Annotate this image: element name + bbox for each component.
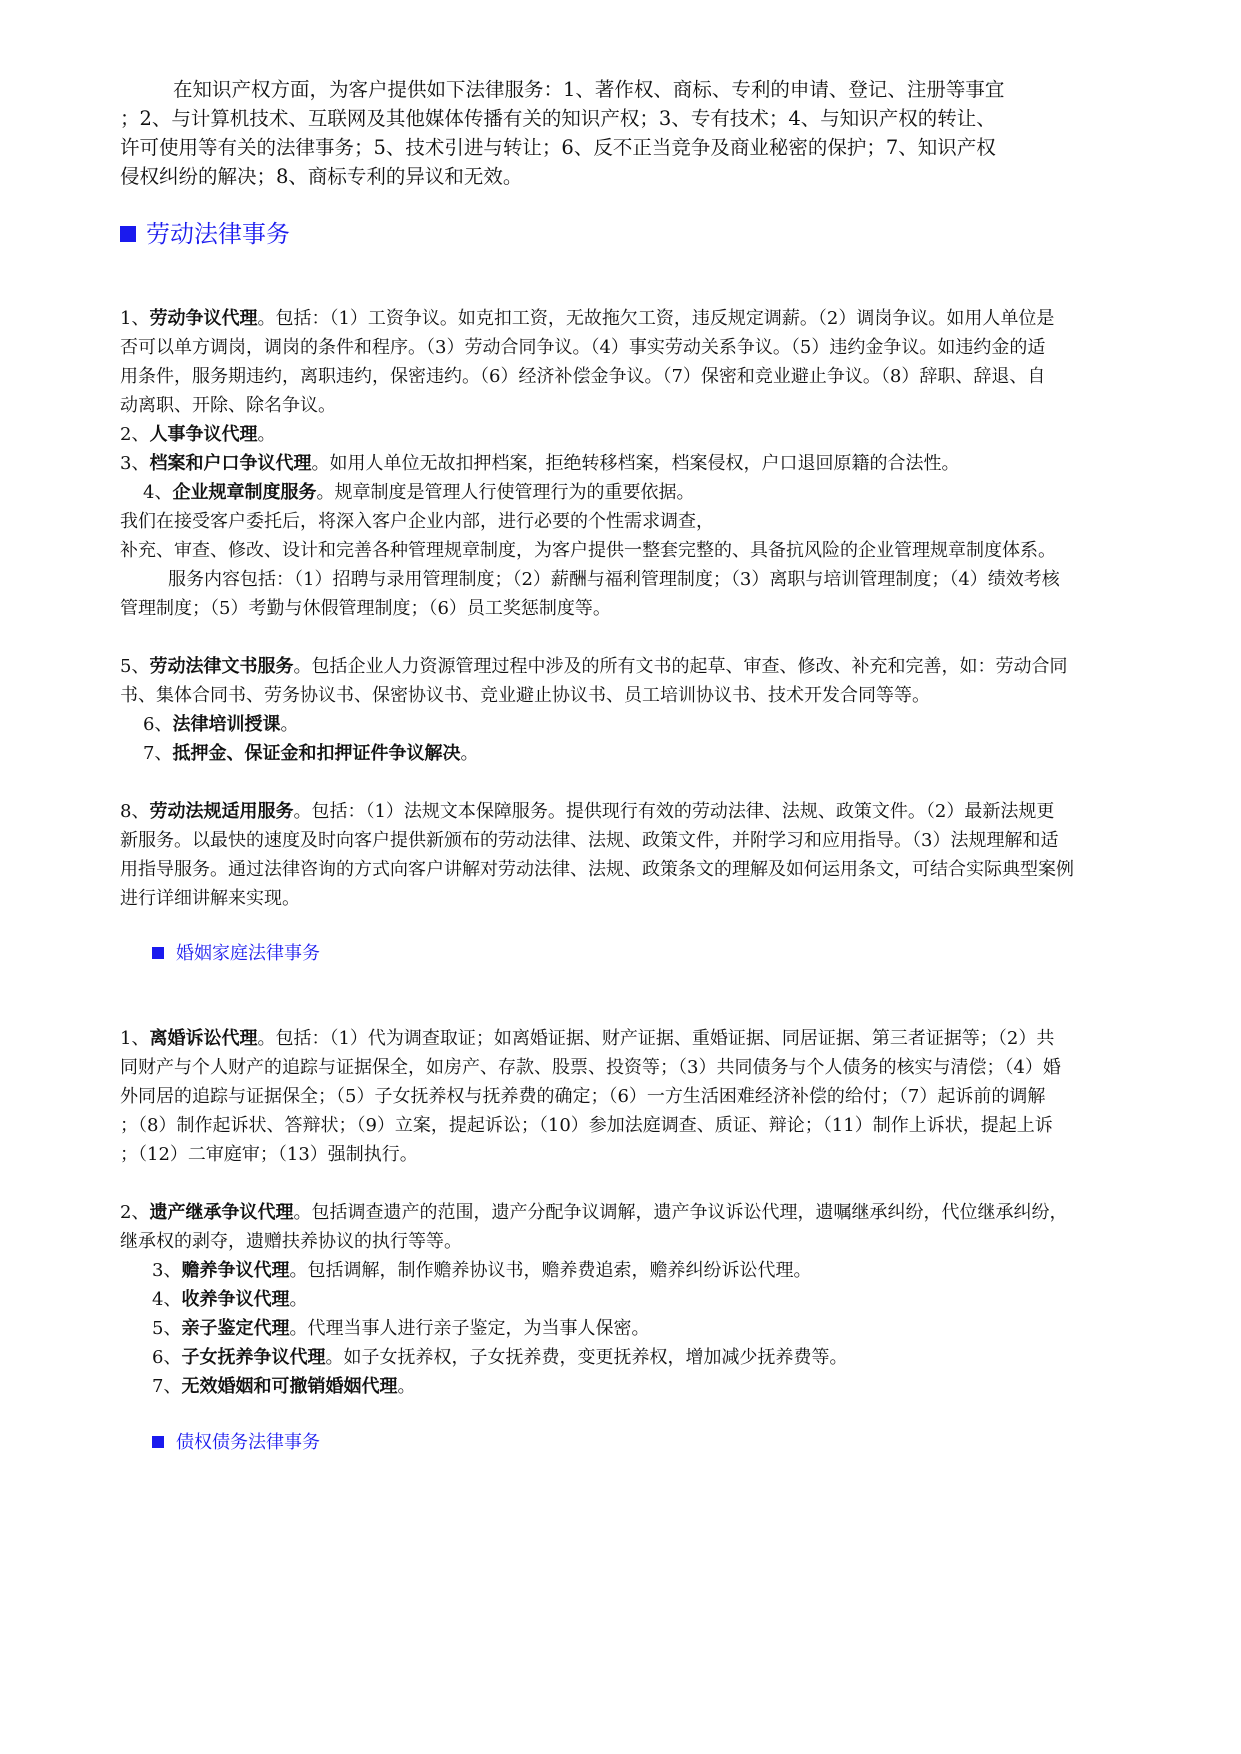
section-heading-debt xyxy=(152,1431,320,1455)
item-text: 。规章制度是管理人行使管理行为的重要依据。 xyxy=(316,482,695,503)
list-item xyxy=(143,742,478,766)
list-item xyxy=(168,568,1060,592)
item-text: ；（8）制作起诉状、答辩状；（9）立案，提起诉讼；（10）参加法庭调查、质证、辩论；（11）制作上诉状，提起上诉 xyxy=(120,1115,1053,1136)
item-number: 7、 xyxy=(152,1376,182,1397)
item-text: 。包括企业人力资源管理过程中涉及的所有文书的起草、审查、修改、补充和完善，如：劳动合同 xyxy=(293,656,1068,677)
item-title: 人事争议代理 xyxy=(149,424,258,445)
item-title: 无效婚姻和可撤销婚姻代理 xyxy=(181,1376,398,1397)
list-item xyxy=(120,829,1058,853)
item-number: 8、 xyxy=(120,801,150,822)
item-text: 。包括调查遗产的范围，遗产分配争议调解，遗产争议诉讼代理，遗嘱继承纠纷，代位继承纠纷， xyxy=(293,1202,1068,1223)
section-heading-labor xyxy=(120,219,290,249)
list-item xyxy=(152,1346,847,1370)
list-item xyxy=(120,597,611,621)
square-bullet-icon xyxy=(152,947,164,959)
item-text: 否可以单方调岗，调岗的条件和程序。（3）劳动合同争议。（4）事实劳动关系争议。（5）违约金争议。如违约金的适 xyxy=(120,337,1046,358)
list-item xyxy=(120,1085,1045,1109)
item-text: 动离职、开除、除名争议。 xyxy=(120,395,336,416)
item-number: 2、 xyxy=(120,1202,150,1223)
item-number: 5、 xyxy=(152,1318,182,1339)
item-text: 。代理当事人进行亲子鉴定，为当事人保密。 xyxy=(289,1318,650,1339)
list-item xyxy=(120,307,1054,331)
list-item xyxy=(143,713,298,737)
item-title: 亲子鉴定代理 xyxy=(181,1318,290,1339)
list-item xyxy=(120,1027,1054,1051)
item-text: 。包括调解，制作赡养协议书，赡养费追索，赡养纠纷诉讼代理。 xyxy=(289,1260,812,1281)
item-number: 2、 xyxy=(120,424,150,445)
list-item xyxy=(120,655,1067,679)
list-item xyxy=(120,336,1045,360)
item-title: 收养争议代理 xyxy=(181,1289,290,1310)
item-title: 遗产继承争议代理 xyxy=(149,1202,294,1223)
item-number: 5、 xyxy=(120,656,150,677)
list-item xyxy=(152,1288,307,1312)
item-text: 。 xyxy=(460,743,479,764)
item-text: 我们在接受客户委托后，将深入客户企业内部，进行必要的个性需求调查， xyxy=(120,511,714,532)
item-number: 6、 xyxy=(143,714,173,735)
list-item xyxy=(152,1259,811,1283)
item-text: 。包括：（1）代为调查取证；如离婚证据、财产证据、重婚证据、同居证据、第三者证据等；（2）共 xyxy=(257,1028,1055,1049)
item-text: 继承权的剥夺，遗赠扶养协议的执行等等。 xyxy=(120,1231,462,1252)
list-item xyxy=(120,1201,1067,1225)
item-number: 4、 xyxy=(143,482,173,503)
item-text: 。 xyxy=(289,1289,308,1310)
item-text: 管理制度；（5）考勤与休假管理制度；（6）员工奖惩制度等。 xyxy=(120,598,611,619)
item-text: 同财产与个人财产的追踪与证据保全，如房产、存款、股票、投资等；（3）共同债务与个人债务的核实与清偿；（4）婚 xyxy=(120,1057,1061,1078)
list-item xyxy=(120,1056,1061,1080)
item-number: 6、 xyxy=(152,1347,182,1368)
item-text: 。如子女抚养权，子女抚养费，变更抚养权，增加减少抚养费等。 xyxy=(325,1347,848,1368)
list-item xyxy=(120,1230,462,1254)
square-bullet-icon xyxy=(152,1436,164,1448)
item-text: 用条件，服务期违约，离职违约，保密违约。（6）经济补偿金争议。（7）保密和竞业避止争议。（8）辞职、辞退、自 xyxy=(120,366,1046,387)
list-item xyxy=(120,510,714,534)
item-text: 。 xyxy=(280,714,299,735)
list-item xyxy=(120,423,275,447)
item-text: 书、集体合同书、劳务协议书、保密协议书、竞业避止协议书、员工培训协议书、技术开发合同等等。 xyxy=(120,685,930,706)
paragraph-line: ；2、与计算机技术、互联网及其他媒体传播有关的知识产权；3、专有技术；4、与知识产权的转让、 xyxy=(120,107,996,130)
item-title: 子女抚养争议代理 xyxy=(181,1347,326,1368)
item-title: 劳动法规适用服务 xyxy=(149,801,294,822)
list-item xyxy=(120,887,300,911)
item-text: 新服务。以最快的速度及时向客户提供新颁布的劳动法律、法规、政策文件，并附学习和应用指导。（3）法规理解和适 xyxy=(120,830,1059,851)
item-number: 4、 xyxy=(152,1289,182,1310)
item-title: 档案和户口争议代理 xyxy=(149,453,312,474)
item-title: 离婚诉讼代理 xyxy=(149,1028,258,1049)
item-text: 外同居的追踪与证据保全；（5）子女抚养权与抚养费的确定；（6）一方生活困难经济补偿的给付；（7）起诉前的调解 xyxy=(120,1086,1046,1107)
list-item xyxy=(120,858,1074,882)
item-number: 1、 xyxy=(120,308,150,329)
item-text: 进行详细讲解来实现。 xyxy=(120,888,300,909)
item-title: 法律培训授课 xyxy=(172,714,281,735)
item-text: 。包括：（1）法规文本保障服务。提供现行有效的劳动法律、法规、政策文件。（2）最新法规更 xyxy=(293,801,1055,822)
list-item xyxy=(143,481,694,505)
item-number: 3、 xyxy=(120,453,150,474)
list-item xyxy=(120,800,1054,824)
item-title: 赡养争议代理 xyxy=(181,1260,290,1281)
item-text: 。 xyxy=(257,424,276,445)
paragraph-line: 侵权纠纷的解决；8、商标专利的异议和无效。 xyxy=(120,165,523,188)
item-text: 用指导服务。通过法律咨询的方式向客户讲解对劳动法律、法规、政策条文的理解及如何运用条文，可结合实际典型案例 xyxy=(120,859,1074,880)
list-item xyxy=(120,365,1045,389)
list-item xyxy=(120,1114,1053,1138)
paragraph-line: 在知识产权方面，为客户提供如下法律服务：1、著作权、商标、专利的申请、登记、注册等事宜 xyxy=(173,78,1005,101)
item-text: 。包括：（1）工资争议。如克扣工资，无故拖欠工资，违反规定调薪。（2）调岗争议。如用人单位是 xyxy=(257,308,1055,329)
paragraph-line: 许可使用等有关的法律事务；5、技术引进与转让；6、反不正当竞争及商业秘密的保护；7、知识产权 xyxy=(120,136,996,159)
item-title: 企业规章制度服务 xyxy=(172,482,317,503)
item-number: 3、 xyxy=(152,1260,182,1281)
list-item xyxy=(120,684,930,708)
item-text: 补充、审查、修改、设计和完善各种管理规章制度，为客户提供一整套完整的、具备抗风险的企业管理规章制度体系。 xyxy=(120,540,1056,561)
section-heading-text: 劳动法律事务 xyxy=(146,220,290,248)
item-text: 。如用人单位无故扣押档案，拒绝转移档案，档案侵权，户口退回原籍的合法性。 xyxy=(311,453,960,474)
item-text: 。 xyxy=(397,1376,416,1397)
item-title: 劳动争议代理 xyxy=(149,308,258,329)
square-bullet-icon xyxy=(120,226,136,242)
item-text: 服务内容包括：（1）招聘与录用管理制度；（2）薪酬与福利管理制度；（3）离职与培训管理制度；（4）绩效考核 xyxy=(168,569,1060,590)
list-item xyxy=(152,1317,649,1341)
list-item xyxy=(120,452,959,476)
list-item xyxy=(152,1375,415,1399)
section-heading-text: 债权债务法律事务 xyxy=(176,1432,320,1453)
item-title: 劳动法律文书服务 xyxy=(149,656,294,677)
section-heading-marriage xyxy=(152,942,320,966)
item-title: 抵押金、保证金和扣押证件争议解决 xyxy=(172,743,461,764)
item-number: 7、 xyxy=(143,743,173,764)
section-heading-text: 婚姻家庭法律事务 xyxy=(176,943,320,964)
list-item xyxy=(120,394,336,418)
item-number: 1、 xyxy=(120,1028,150,1049)
list-item xyxy=(120,1143,418,1167)
list-item xyxy=(120,539,1056,563)
item-text: ；（12）二审庭审；（13）强制执行。 xyxy=(120,1144,418,1165)
